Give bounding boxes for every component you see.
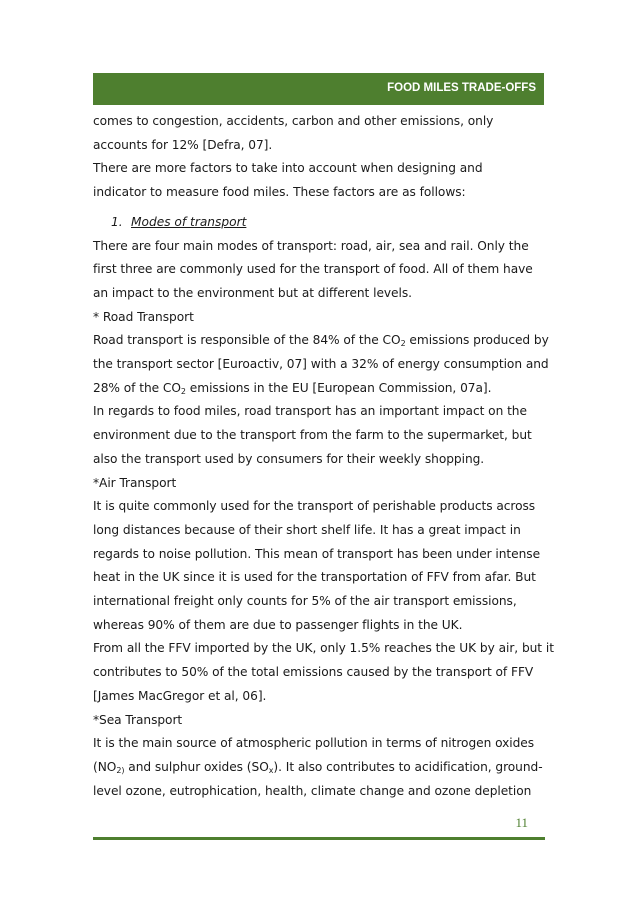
page-body (93, 110, 554, 803)
text-line: level ozone, eutrophication, health, climate change and ozone depletion (93, 783, 532, 798)
text-fragment: (NO (93, 759, 117, 774)
text-line: It is quite commonly used for the transport of perishable products across (93, 499, 536, 514)
text-fragment: Road transport is responsible of the 84% of the CO (93, 333, 401, 348)
text-line: *Sea Transport (93, 712, 183, 727)
text-line (93, 756, 548, 780)
text-line: environment due to the transport from the farm to the supermarket, but (93, 428, 532, 443)
text-line: indicator to measure food miles. These factors are as follows: (93, 185, 466, 200)
subscript: x (268, 765, 274, 775)
text-line: also the transport used by consumers for their weekly shopping. (93, 451, 485, 466)
text-line: * Road Transport (93, 309, 194, 324)
text-line: heat in the UK since it is used for the transportation of FFV from afar. But (93, 570, 536, 585)
text-line: [James MacGregor et al, 06]. (93, 688, 267, 703)
text-line (93, 329, 548, 353)
text-line: first three are commonly used for the transport of food. All of them have (93, 262, 533, 277)
text-line: From all the FFV imported by the UK, only 1.5% reaches the UK by air, but it (93, 641, 554, 656)
text-fragment: emissions in the EU [European Commission, 07a]. (185, 380, 492, 395)
header-bar (93, 73, 544, 105)
subscript: 2) (116, 765, 125, 775)
text-line: international freight only counts for 5% of the air transport emissions, (93, 594, 517, 609)
page-number: 11 (515, 815, 528, 830)
text-line: In regards to food miles, road transport has an important impact on the (93, 404, 527, 419)
text-fragment: emissions produced by (405, 333, 549, 348)
text-line: the transport sector [Euroactiv, 07] with a 32% of energy consumption and (93, 357, 549, 372)
text-line: There are more factors to take into account when designing and (93, 161, 483, 176)
text-fragment: 28% of the CO (93, 380, 181, 395)
subscript: 2 (400, 339, 406, 349)
list-number: 1. (111, 214, 123, 229)
text-line: *Air Transport (93, 475, 177, 490)
text-line: accounts for 12% [Defra, 07]. (93, 137, 273, 152)
list-label: Modes of transport (131, 214, 247, 229)
text-line: It is the main source of atmospheric pollution in terms of nitrogen oxides (93, 736, 535, 751)
text-line: an impact to the environment but at different levels. (93, 285, 412, 300)
list-item-modes-of-transport (111, 211, 548, 235)
text-fragment: ). It also contributes to acidification, ground- (273, 759, 543, 774)
text-line: comes to congestion, accidents, carbon and other emissions, only (93, 114, 494, 128)
footer-rule (93, 837, 545, 840)
text-line: regards to noise pollution. This mean of transport has been under intense (93, 546, 541, 561)
subscript: 2 (180, 386, 186, 396)
text-line: There are four main modes of transport: road, air, sea and rail. Only the (93, 238, 529, 253)
text-line (93, 377, 548, 401)
header-title: FOOD MILES TRADE-OFFS (387, 82, 536, 94)
text-line: whereas 90% of them are due to passenger flights in the UK. (93, 617, 463, 632)
text-line: contributes to 50% of the total emissions caused by the transport of FFV (93, 665, 534, 680)
text-fragment: and sulphur oxides (SO (124, 759, 269, 774)
text-line: long distances because of their short shelf life. It has a great impact in (93, 522, 521, 537)
